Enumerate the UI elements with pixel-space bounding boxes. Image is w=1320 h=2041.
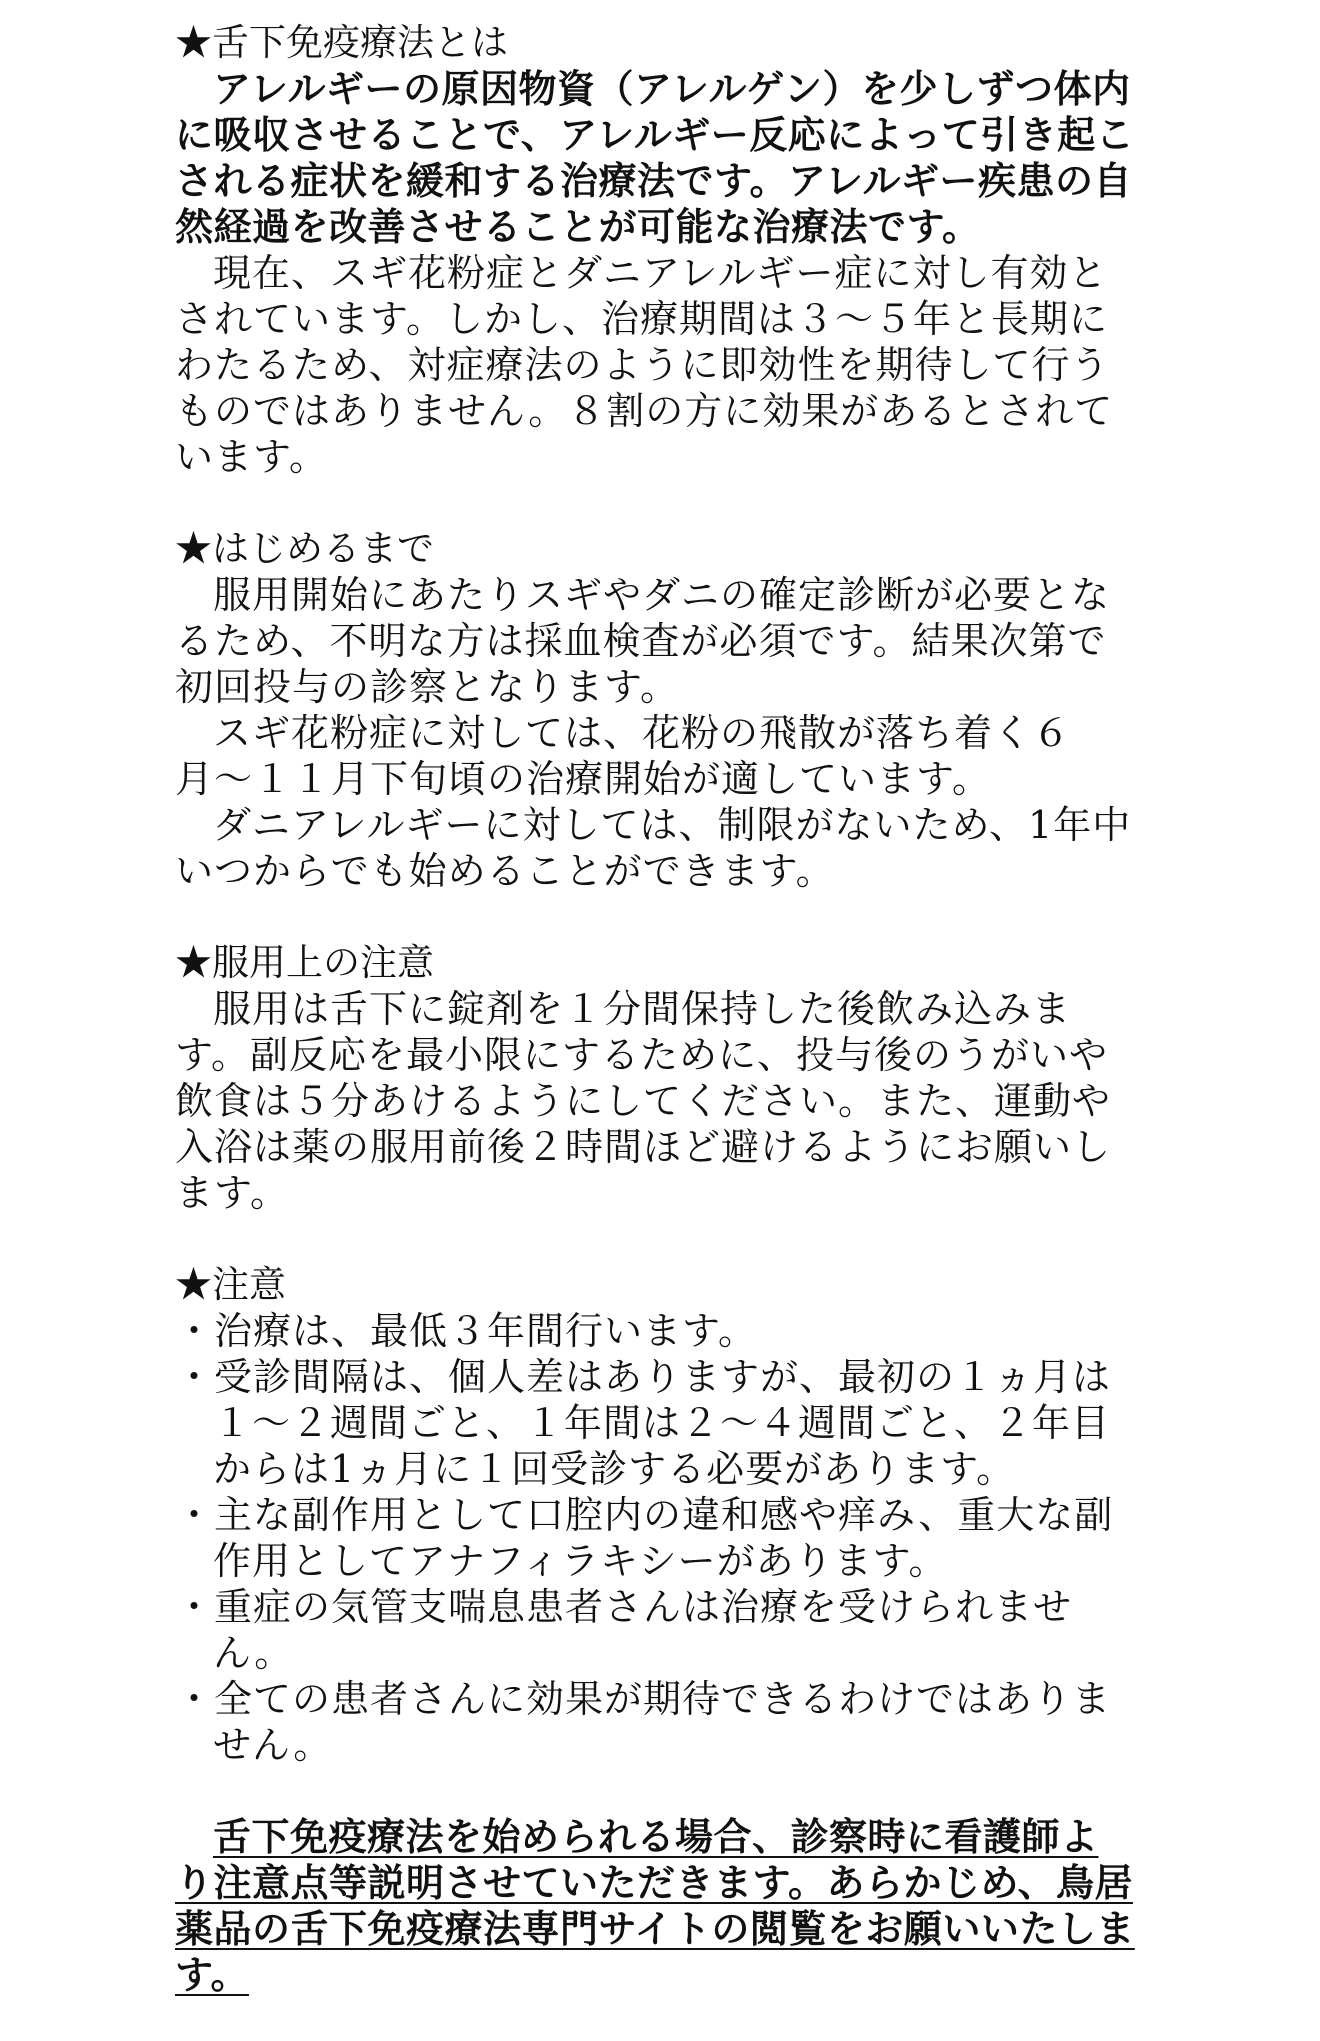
section-about (175, 20, 1135, 480)
list-item: ・全ての患者さんに効果が期待できるわけではありません。 (175, 1677, 1112, 1767)
start-paragraph-mite: ダニアレルギーに対しては、制限がないため、1年中いつからでも始めることができます。 (175, 803, 1132, 893)
closing-notice: 舌下免疫療法を始められる場合、診察時に看護師より注意点等説明させていただきます。あらかじめ、鳥居薬品の舌下免疫療法専門サイトの閲覧をお願いいたします。 (175, 1814, 1135, 1997)
section-title-cautions: ★注意 (175, 1263, 286, 1306)
spacer (175, 480, 1135, 526)
list-item: ・治療は、最低３年間行います。 (175, 1309, 757, 1353)
section-title-getting-started: ★はじめるまで (175, 527, 434, 570)
section-dosing-notes (175, 940, 1135, 1216)
list-item: ・受診間隔は、個人差はありますが、最初の１ヵ月は１〜２週間ごと、１年間は２〜４週間ごと、２年目からは1ヵ月に１回受診する必要があります。 (175, 1355, 1112, 1491)
list-item: ・重症の気管支喘息患者さんは治療を受けられません。 (175, 1585, 1073, 1675)
dosing-paragraph: 服用は舌下に錠剤を１分間保持した後飲み込みます。副反応を最小限にするために、投与後のうがいや飲食は５分あけるようにしてください。また、運動や入浴は薬の服用前後２時間ほど避けるようにお願いします。 (175, 987, 1112, 1215)
about-paragraph-effect: 現在、スギ花粉症とダニアレルギー症に対し有効とされています。しかし、治療期間は３〜５年と長期にわたるため、対症療法のように即効性を期待して行うものではありません。８割の方に効果があるとされています。 (175, 251, 1114, 479)
caution-list (175, 1308, 1135, 1768)
spacer (175, 1768, 1135, 1814)
section-cautions (175, 1262, 1135, 1768)
section-getting-started (175, 526, 1135, 894)
start-paragraph-diagnosis: 服用開始にあたりスギやダニの確定診断が必要となるため、不明な方は採血検査が必須です。結果次第で初回投与の診察となります。 (175, 573, 1111, 709)
list-item: ・主な副作用として口腔内の違和感や痒み、重大な副作用としてアナフィラキシーがあります。 (175, 1493, 1114, 1583)
start-paragraph-cedar: スギ花粉症に対しては、花粉の飛散が落ち着く６月〜１１月下旬頃の治療開始が適しています。 (175, 711, 1072, 801)
document-page (175, 20, 1135, 1998)
spacer (175, 894, 1135, 940)
spacer (175, 1216, 1135, 1262)
about-paragraph-bold: アレルギーの原因物資（アレルゲン）を少しずつ体内に吸収させることで、アレルギー反応によって引き起こされる症状を緩和する治療法です。アレルギー疾患の自然経過を改善させることが可能な治療法です。 (175, 66, 1135, 249)
section-title-dosing-notes: ★服用上の注意 (175, 941, 434, 984)
section-title-about: ★舌下免疫療法とは (175, 21, 508, 64)
